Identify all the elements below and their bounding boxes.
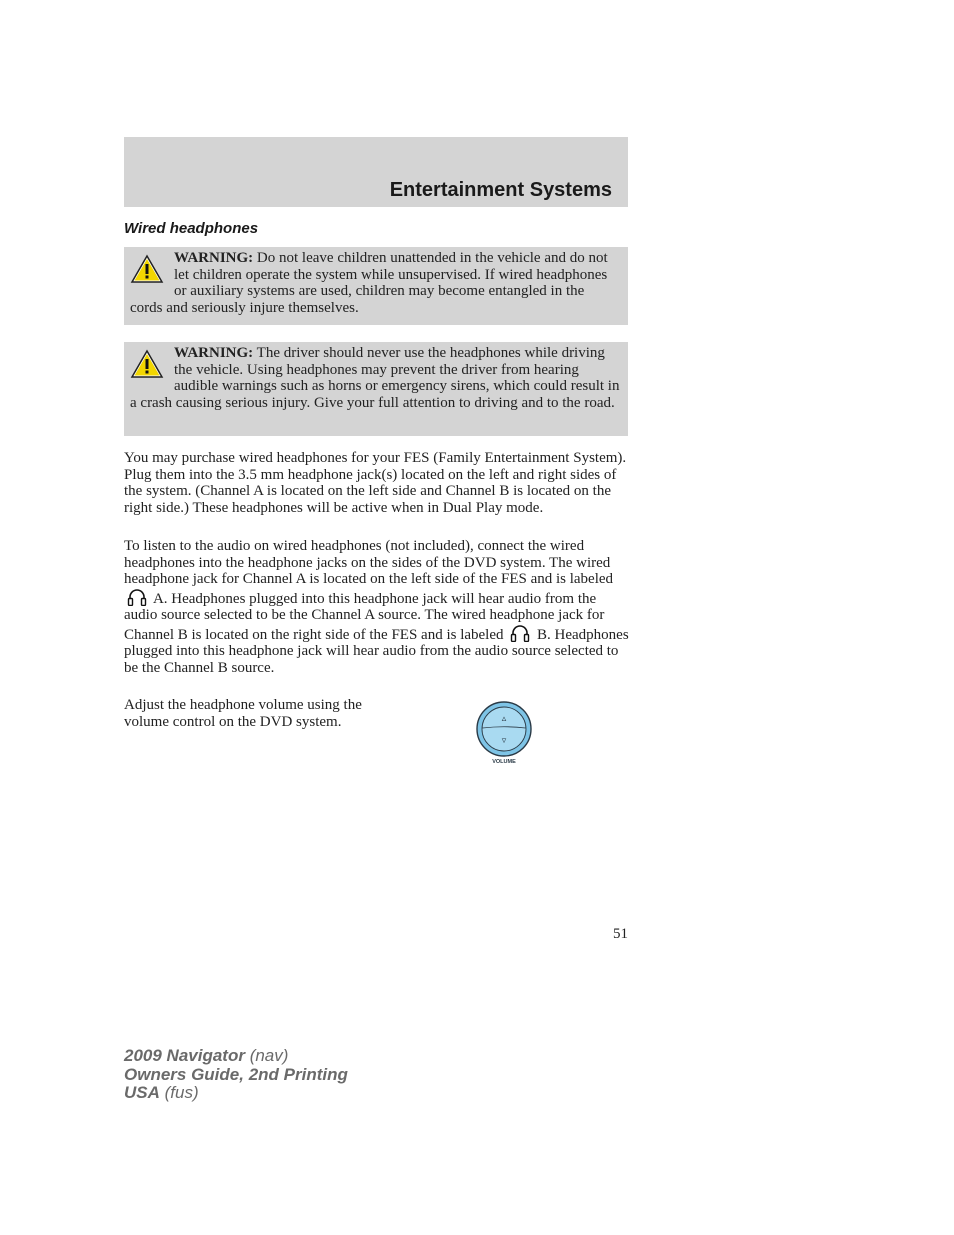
body-paragraph-volume: Adjust the headphone volume using the volume control on the DVD system.: [124, 697, 362, 730]
headphones-icon: [510, 624, 530, 642]
body-text: A. Headphones plugged into this headphone jack will hear audio from the audio source selected to be the Channel A source. The wired headphone jack for Channel B is located on the right side of the FES and is labeled: [124, 590, 605, 643]
volume-knob-icon: [475, 700, 533, 766]
body-paragraph-purchase: You may purchase wired headphones for your FES (Family Entertainment System). Plug them into the 3.5 mm headphone jack(s) located on the left and right sides of the system. (Channel A is located on the left side and Channel B is located on the right side.) These headphones will be active when in Dual Play mode.: [124, 450, 627, 516]
volume-label: VOLUME: [492, 759, 516, 765]
volume-down-glyph: ▿: [501, 736, 507, 746]
footer-line-model: [124, 1047, 348, 1066]
warning-box-driver: [124, 342, 628, 436]
page-number: 51: [613, 926, 628, 942]
warning-text: Do not leave children unattended in the vehicle and do not let children operate the system while unsupervised. If wired headphones or auxiliary systems are used, children may become entangled in the cords and seriously injure themselves.: [130, 250, 608, 316]
warning-label: WARNING:: [174, 250, 254, 266]
footer-edition: Owners Guide, 2nd Printing: [124, 1064, 348, 1084]
footer-model: 2009 Navigator: [124, 1046, 245, 1065]
body-text: B. Headphones plugged into this headphone jack will hear audio from the audio source selected to be the Channel B source.: [124, 626, 629, 676]
body-paragraph-listen: [124, 538, 630, 676]
footer-line-market: [124, 1084, 348, 1103]
section-title: Entertainment Systems: [389, 179, 612, 201]
warning-text: The driver should never use the headphones while driving the vehicle. Using headphones may prevent the driver from hearing audible warnings such as horns or emergency sirens, which could result in a crash causing serious injury. Give your full attention to driving and to the road.: [130, 345, 620, 411]
volume-up-glyph: ▵: [501, 714, 507, 724]
footer: [124, 1047, 348, 1103]
warning-triangle-icon: [130, 349, 164, 379]
subheading: Wired headphones: [124, 220, 259, 237]
headphones-icon: [127, 588, 147, 606]
warning-box-children: [124, 247, 628, 325]
warning-triangle-icon: [130, 254, 164, 284]
footer-model-code: (nav): [249, 1046, 289, 1065]
warning-label: WARNING:: [174, 345, 254, 361]
body-text: To listen to the audio on wired headphones (not included), connect the wired headphones into the headphone jacks on the sides of the DVD system. The wired headphone jack for Channel A is located on the left side of the FES and is labeled: [124, 538, 614, 587]
footer-line-edition: [124, 1066, 348, 1085]
section-header: [124, 137, 628, 207]
footer-market: USA: [124, 1083, 160, 1102]
footer-market-code: (fus): [164, 1083, 199, 1102]
